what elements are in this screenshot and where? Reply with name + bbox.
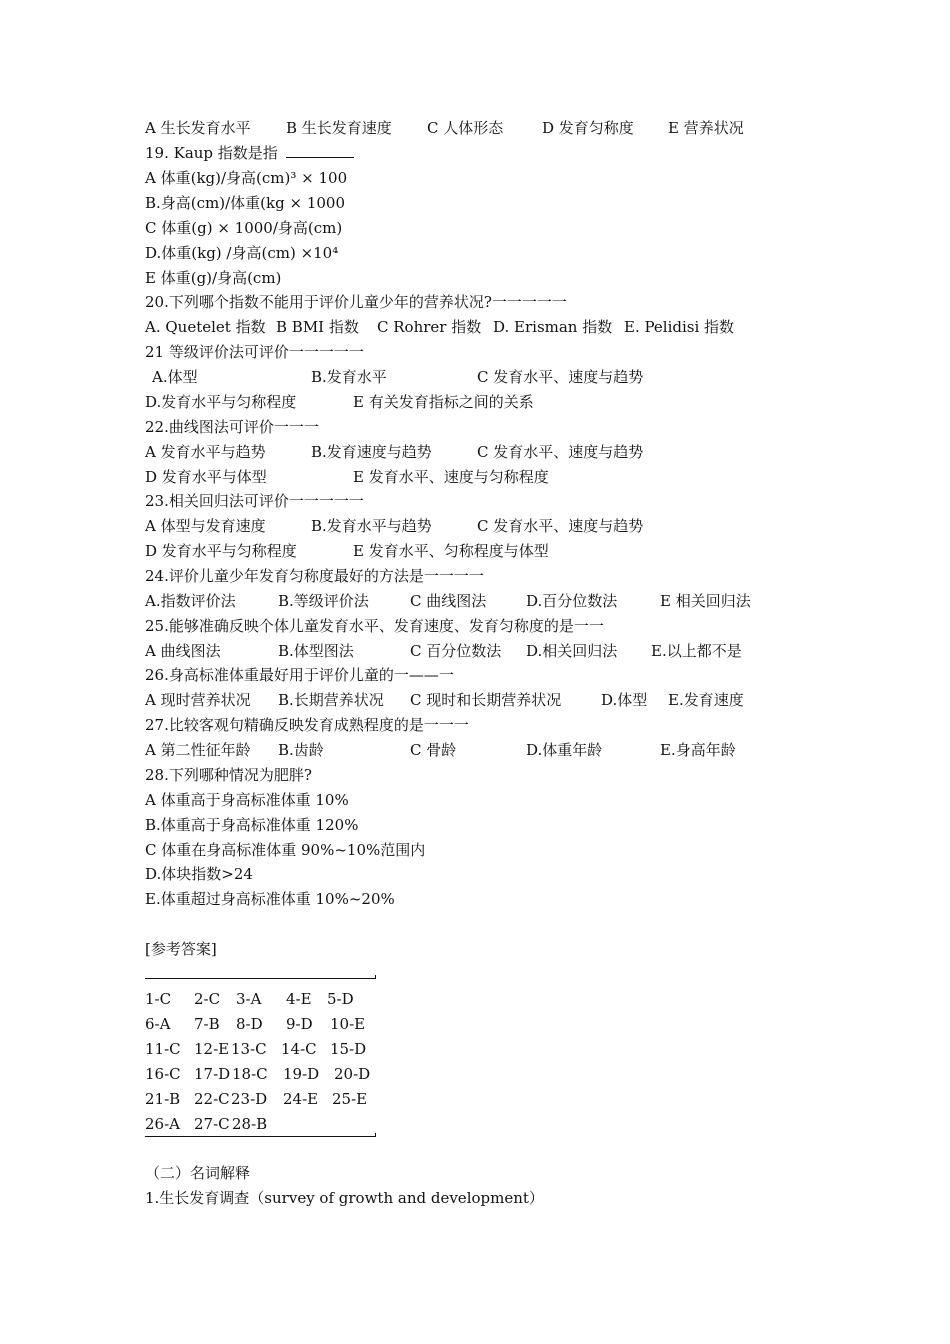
option: B.等级评价法	[278, 592, 369, 610]
question-28-stem: 28.下列哪种情况为肥胖?	[145, 766, 312, 784]
option: B.齿龄	[278, 741, 324, 759]
answer: 11-C	[145, 1040, 181, 1058]
answer: 20-D	[334, 1065, 371, 1083]
option: A.体型	[152, 368, 198, 386]
answer: 19-D	[283, 1065, 320, 1083]
answer: 3-A	[236, 990, 262, 1008]
question-23-stem: 23.相关回归法可评价一一一一一	[145, 492, 364, 510]
option: B.身高(cm)/体重(kg × 1000	[145, 194, 345, 212]
question-27-stem: 27.比较客观句精确反映发育成熟程度的是一一一	[145, 716, 469, 734]
question-21-stem: 21 等级评价法可评价一一一一一	[145, 343, 364, 361]
option: D.体型	[601, 691, 648, 709]
question-26-stem: 26.身高标准体重最好用于评价儿童的一——一	[145, 666, 454, 684]
answer: 28-B	[232, 1115, 268, 1133]
option: C 百分位数法	[410, 642, 502, 660]
term-definition-item: 1.生长发育调查（survey of growth and development）	[145, 1189, 544, 1207]
answer: 26-A	[145, 1115, 180, 1133]
option: E.以上都不是	[651, 642, 742, 660]
option: C 曲线图法	[410, 592, 487, 610]
answers-top-rule	[145, 978, 375, 979]
answers-heading: [参考答案]	[145, 940, 217, 958]
option: D.发育水平与匀称程度	[145, 393, 297, 411]
option: D.相关回归法	[526, 642, 618, 660]
option: A 现时营养状况	[145, 691, 251, 709]
option: D 发育水平与体型	[145, 468, 267, 486]
option: A 生长发育水平	[145, 119, 251, 137]
question-stem: 19. Kaup 指数是指	[145, 144, 278, 162]
question-25-stem: 25.能够准确反映个体儿童发育水平、发育速度、发育匀称度的是一一	[145, 617, 604, 635]
option: B.体型图法	[278, 642, 354, 660]
answer: 6-A	[145, 1015, 171, 1033]
option: B.发育速度与趋势	[311, 443, 432, 461]
option: E.发育速度	[668, 691, 744, 709]
option: E 相关回归法	[660, 592, 751, 610]
option: A 第二性征年龄	[145, 741, 251, 759]
option: D.百分位数法	[526, 592, 618, 610]
option: E 营养状况	[668, 119, 744, 137]
answer: 16-C	[145, 1065, 181, 1083]
answer: 18-C	[232, 1065, 268, 1083]
answer-blank	[286, 141, 354, 158]
option: D. Erisman 指数	[493, 318, 613, 336]
answer: 17-D	[194, 1065, 231, 1083]
answer: 14-C	[281, 1040, 317, 1058]
option: C 发育水平、速度与趋势	[477, 443, 644, 461]
option: A. Quetelet 指数	[145, 318, 266, 336]
answer: 25-E	[332, 1090, 368, 1108]
option: E.身高年龄	[660, 741, 736, 759]
answer: 2-C	[194, 990, 221, 1008]
answer: 27-C	[194, 1115, 230, 1133]
option: E. Pelidisi 指数	[624, 318, 735, 336]
answer: 7-B	[194, 1015, 220, 1033]
option: D.体重(kg) /身高(cm) ×10⁴	[145, 244, 339, 262]
option: B BMI 指数	[276, 318, 359, 336]
option: D 发育水平与匀称程度	[145, 542, 297, 560]
option: C 体重(g) × 1000/身高(cm)	[145, 219, 343, 237]
option: E 有关发育指标之间的关系	[353, 393, 534, 411]
answer: 4-E	[286, 990, 312, 1008]
answer: 10-E	[330, 1015, 366, 1033]
answer: 15-D	[330, 1040, 367, 1058]
option: D.体块指数>24	[145, 865, 253, 883]
answer: 13-C	[231, 1040, 267, 1058]
option: E 体重(g)/身高(cm)	[145, 269, 282, 287]
option: C Rohrer 指数	[377, 318, 482, 336]
option: A 曲线图法	[145, 642, 221, 660]
option: B.发育水平与趋势	[311, 517, 432, 535]
question-22-stem: 22.曲线图法可评价一一一	[145, 418, 319, 436]
option: C 现时和长期营养状况	[410, 691, 562, 709]
answer: 23-D	[231, 1090, 268, 1108]
option: A 发育水平与趋势	[145, 443, 266, 461]
option: A 体重高于身高标准体重 10%	[145, 791, 349, 809]
option: A 体重(kg)/身高(cm)³ × 100	[145, 169, 348, 187]
option: D 发育匀称度	[542, 119, 634, 137]
question-20-stem: 20.下列哪个指数不能用于评价儿童少年的营养状况?一一一一一	[145, 293, 567, 311]
option: C 发育水平、速度与趋势	[477, 517, 644, 535]
answer: 8-D	[236, 1015, 263, 1033]
answer: 5-D	[327, 990, 354, 1008]
option: C 骨龄	[410, 741, 457, 759]
answer: 24-E	[283, 1090, 319, 1108]
option: E 发育水平、速度与匀称程度	[353, 468, 549, 486]
option: B.体重高于身高标准体重 120%	[145, 816, 359, 834]
option: C 体重在身高标准体重 90%~10%范围内	[145, 841, 426, 859]
option: A 体型与发育速度	[145, 517, 266, 535]
question-24-stem: 24.评价儿童少年发育匀称度最好的方法是一一一一	[145, 567, 484, 585]
option: E.体重超过身高标准体重 10%~20%	[145, 890, 395, 908]
answers-bottom-rule	[145, 1136, 375, 1137]
option: C 人体形态	[427, 119, 504, 137]
option: D.体重年龄	[526, 741, 603, 759]
answer: 21-B	[145, 1090, 181, 1108]
answer: 12-E	[194, 1040, 230, 1058]
option: B.长期营养状况	[278, 691, 384, 709]
option: B.发育水平	[311, 368, 387, 386]
option: B 生长发育速度	[286, 119, 392, 137]
option: A.指数评价法	[145, 592, 236, 610]
answer: 22-C	[194, 1090, 230, 1108]
option: E 发育水平、匀称程度与体型	[353, 542, 549, 560]
answer: 1-C	[145, 990, 172, 1008]
section-title: （二）名词解释	[145, 1164, 251, 1182]
answer: 9-D	[286, 1015, 313, 1033]
option: C 发育水平、速度与趋势	[477, 368, 644, 386]
question-19-stem	[145, 141, 354, 165]
